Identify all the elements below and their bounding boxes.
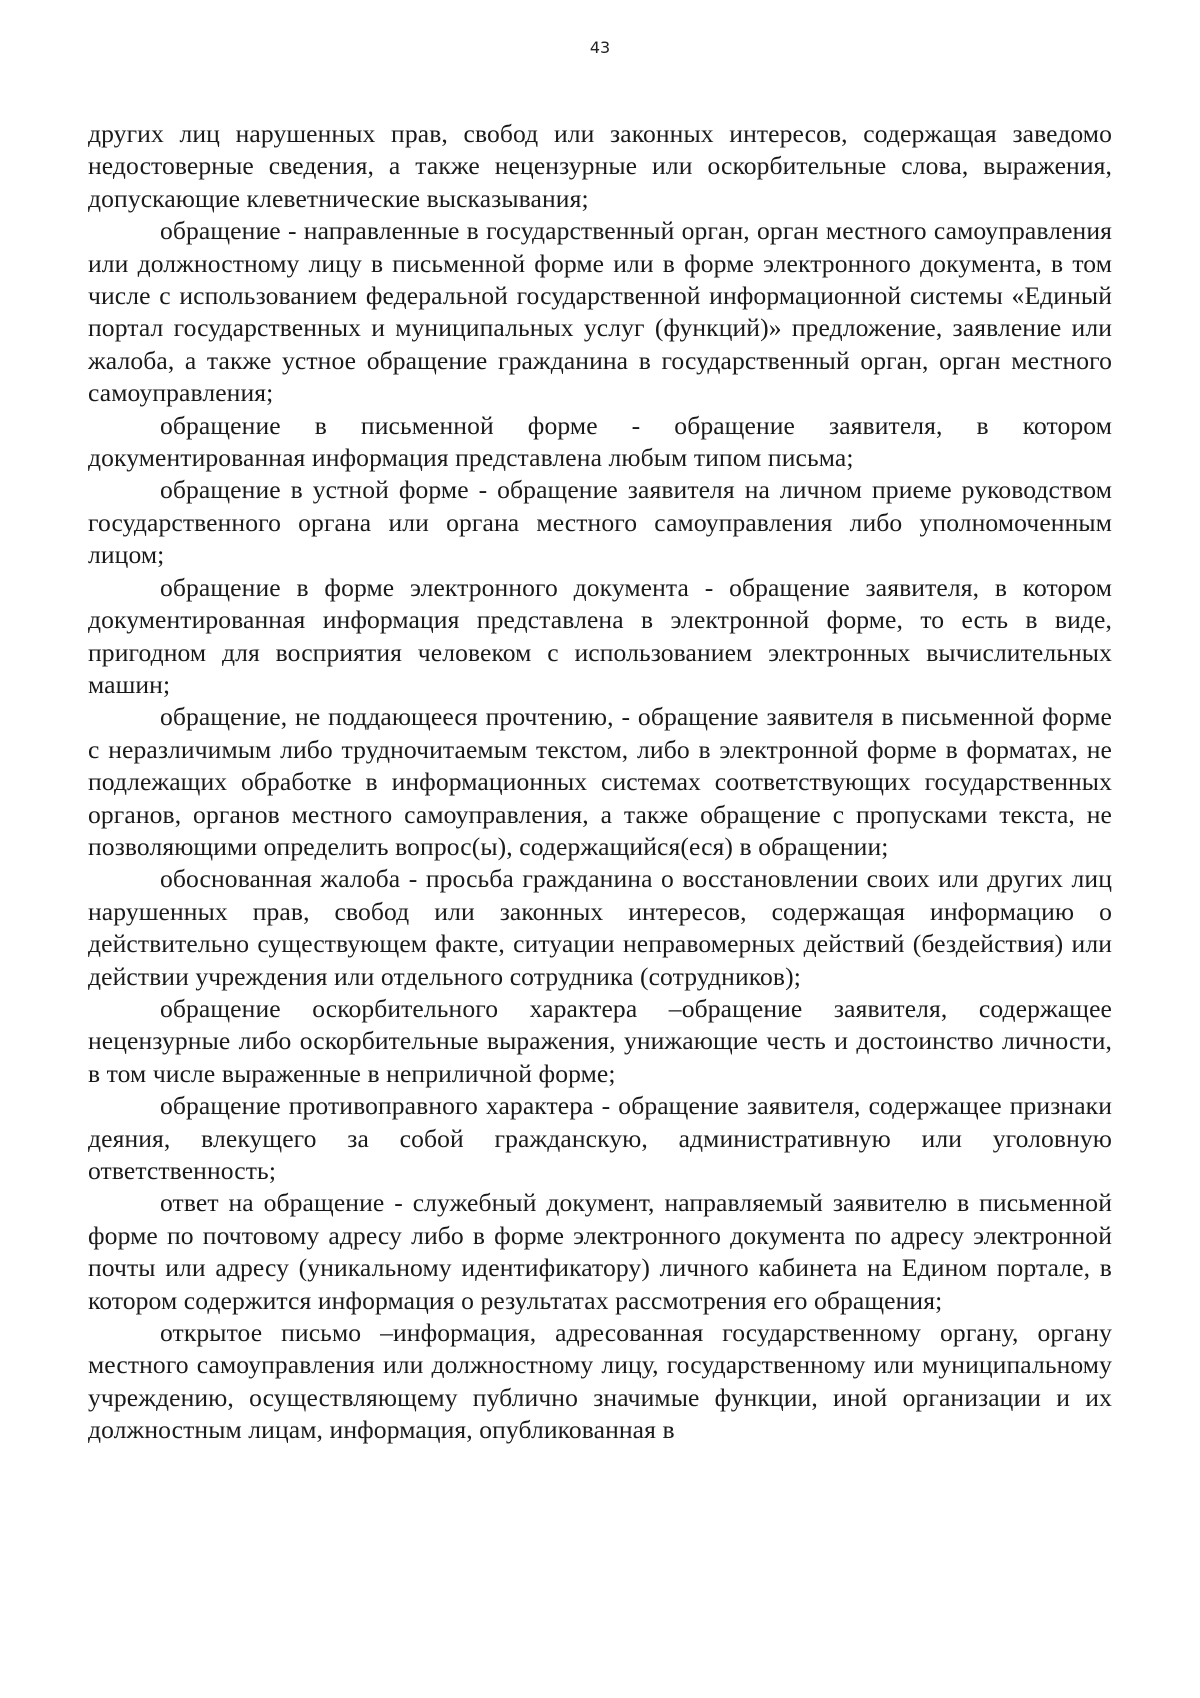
paragraph-definition-oral: обращение в устной форме - обращение заявителя на личном приеме руководством государственного органа или органа местного самоуправления либо уполномоченным лицом; — [88, 475, 1112, 570]
paragraph-definition-electronic: обращение в форме электронного документа - обращение заявителя, в котором документированная информация представлена в электронной форме, то есть в виде, пригодном для восприятия человеком с использованием электронных вычислительных машин; — [88, 572, 1112, 699]
paragraph-definition-open-letter: открытое письмо –информация, адресованная государственному органу, органу местного самоуправления или должностному лицу, государственному или муниципальному учреждению, осуществляющему публично значимые функции, иной организации и их должностным лицам, информация, опубликованная в — [88, 1318, 1112, 1445]
paragraph-definition-unlawful: обращение противоправного характера - обращение заявителя, содержащее признаки деяния, влекущего за собой гражданскую, административную или уголовную ответственность; — [88, 1091, 1112, 1185]
paragraph-continuation: других лиц нарушенных прав, свобод или законных интересов, содержащая заведомо недостоверные сведения, а также нецензурные или оскорбительные слова, выражения, допускающие клеветнические высказывания; — [88, 119, 1112, 213]
paragraph-definition-response: ответ на обращение - служебный документ, направляемый заявителю в письменной форме по почтовому адресу либо в форме электронного документа по адресу электронной почты или адресу (уникальному идентификатору) личного кабинета на Едином портале, в котором содержится информация о результатах рассмотрения его обращения; — [88, 1188, 1112, 1315]
paragraph-definition-written: обращение в письменной форме - обращение заявителя, в котором документированная информация представлена любым типом письма; — [88, 410, 1112, 473]
paragraph-definition-offensive: обращение оскорбительного характера –обращение заявителя, содержащее нецензурные либо оскорбительные выражения, унижающие честь и достоинство личности, в том числе выраженные в неприличной форме; — [88, 993, 1112, 1088]
paragraph-definition-unreadable: обращение, не поддающееся прочтению, - обращение заявителя в письменной форме с неразличимым либо трудночитаемым текстом, либо в электронной форме в форматах, не подлежащих обработке в информационных системах соответствующих государственных органов, органов местного самоуправления, а также обращение с пропусками текста, не позволяющими определить вопрос(ы), содержащийся(еся) в обращении; — [88, 702, 1112, 861]
document-body — [88, 118, 1112, 1447]
page-number: 43 — [589, 38, 611, 57]
paragraph-definition-justified-complaint: обоснованная жалоба - просьба гражданина о восстановлении своих или других лиц нарушенных прав, свобод или законных интересов, содержащая информацию о действительно существующем факте, ситуации неправомерных действий (бездействия) или действии учреждения или отдельного сотрудника (сотрудников); — [88, 864, 1112, 991]
paragraph-definition-obrashchenie: обращение - направленные в государственный орган, орган местного самоуправления или должностному лицу в письменной форме или в форме электронного документа, в том числе с использованием федеральной государственной информационной системы «Единый портал государственных и муниципальных услуг (функций)» предложение, заявление или жалоба, а также устное обращение гражданина в государственный орган, орган местного самоуправления; — [88, 216, 1112, 408]
